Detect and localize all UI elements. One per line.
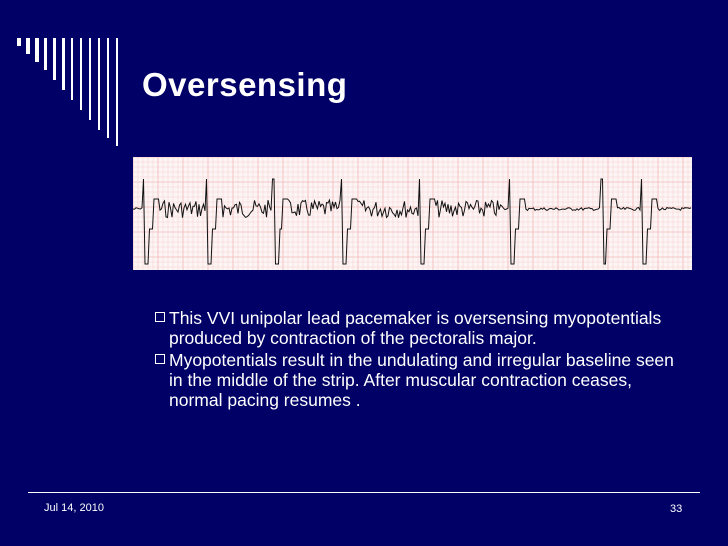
ecg-strip-image <box>133 157 692 270</box>
bullet-text: Myopotentials result in the undulating and irregular baseline seen in the middle of the strip. After muscular contraction ceases, normal pacing resumes . <box>169 350 674 410</box>
decorative-vertical-bars <box>0 0 130 150</box>
footer-date: Jul 14, 2010 <box>44 502 104 514</box>
bullet-list <box>156 308 686 412</box>
bullet-item <box>156 350 686 410</box>
page-number: 33 <box>670 503 683 515</box>
footer-divider <box>28 492 700 493</box>
bullet-item <box>156 308 686 348</box>
slide-title: Oversensing <box>142 66 348 103</box>
bullet-square-icon <box>155 354 165 364</box>
bullet-text: This VVI unipolar lead pacemaker is oversensing myopotentials produced by contraction of the pectoralis major. <box>169 308 662 348</box>
ecg-trace <box>133 179 691 264</box>
bullet-square-icon <box>155 312 165 322</box>
